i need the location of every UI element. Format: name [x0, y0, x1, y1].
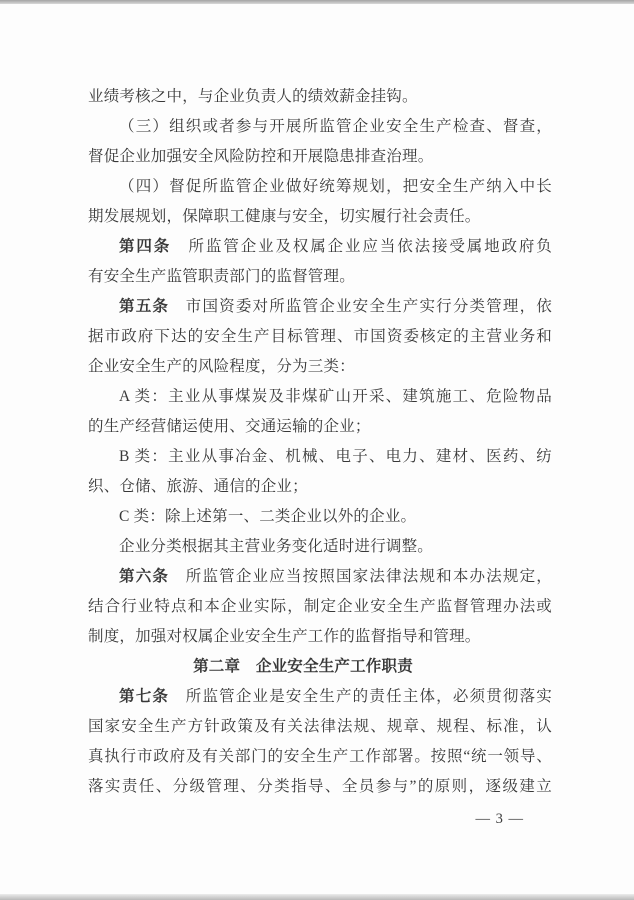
text-line: [88, 202, 552, 232]
text-line: [88, 352, 552, 382]
line-text: 结合行业特点和本企业实际，制定企业安全生产监督管理办法或: [88, 598, 552, 615]
line-text: 据市政府下达的安全生产目标管理、市国资委核定的主营业务和: [88, 328, 552, 345]
text-line: [88, 112, 552, 142]
line-text: 企业分类根据其主营业务变化适时进行调整。: [119, 538, 434, 555]
line-text: B 类：主业从事冶金、机械、电子、电力、建材、医药、纺: [119, 448, 552, 465]
text-line: [88, 382, 552, 412]
page-number: — 3 —: [475, 811, 524, 827]
text-line: [88, 682, 552, 712]
line-text: 所监管企业是安全生产的责任主体，必须贯彻落实: [169, 688, 552, 705]
scan-edge-top: [0, 0, 634, 4]
line-text: 有安全生产监管职责部门的监督管理。: [88, 268, 355, 285]
article-number: 第七条: [119, 688, 170, 705]
line-text: A 类：主业从事煤炭及非煤矿山开采、建筑施工、危险物品: [119, 388, 552, 405]
text-line: [88, 232, 552, 262]
scan-edge-bottom: [0, 894, 634, 900]
line-text: 市国资委对所监管企业安全生产实行分类管理，依: [169, 298, 552, 315]
article-number: 第六条: [119, 568, 170, 585]
line-text: 所监管企业应当按照国家法律法规和本办法规定，: [169, 568, 552, 585]
text-line: [88, 412, 552, 442]
line-text: 期发展规划，保障职工健康与安全，切实履行社会责任。: [88, 208, 481, 225]
line-text: 业绩考核之中，与企业负责人的绩效薪金挂钩。: [88, 88, 418, 105]
text-line: [88, 472, 552, 502]
line-text: 国家安全生产方针政策及有关法律法规、规章、规程、标准，认: [88, 718, 552, 735]
line-text: 企业安全生产的风险程度，分为三类：: [88, 358, 355, 375]
line-text: 制度，加强对权属企业安全生产工作的监督指导和管理。: [88, 628, 481, 645]
text-line: [88, 442, 552, 472]
line-text: 第二章 企业安全生产工作职责: [193, 658, 413, 675]
text-line: [88, 562, 552, 592]
text-line: [88, 592, 552, 622]
line-text: （四）督促所监管企业做好统筹规划，把安全生产纳入中长: [119, 178, 552, 195]
text-line: [88, 142, 552, 172]
text-line: [88, 262, 552, 292]
article-number: 第四条: [119, 238, 172, 255]
line-text: 真执行市政府及有关部门的安全生产工作部署。按照“统一领导、: [88, 748, 552, 765]
text-line: [88, 322, 552, 352]
article-number: 第五条: [119, 298, 170, 315]
text-line: [88, 532, 552, 562]
text-line: [88, 742, 552, 772]
text-line: [88, 622, 552, 652]
text-line: [88, 172, 552, 202]
line-text: 所监管企业及权属企业应当依法接受属地政府负: [171, 238, 552, 255]
line-text: 的生产经营储运使用、交通运输的企业；: [88, 418, 371, 435]
text-line: [88, 502, 552, 532]
line-text: 督促企业加强安全风险防控和开展隐患排查治理。: [88, 148, 434, 165]
text-line: [88, 82, 552, 112]
text-line: [88, 772, 552, 802]
text-line: [88, 712, 552, 742]
text-line: [88, 292, 552, 322]
line-text: （三）组织或者参与开展所监管企业安全生产检查、督查，: [119, 118, 552, 135]
line-text: 落实责任、分级管理、分类指导、全员参与”的原则，逐级建立: [88, 778, 552, 795]
line-text: C 类：除上述第一、二类企业以外的企业。: [119, 508, 417, 525]
chapter-heading: [88, 652, 552, 682]
document-body: [88, 82, 552, 830]
line-text: 织、仓储、旅游、通信的企业；: [88, 478, 308, 495]
